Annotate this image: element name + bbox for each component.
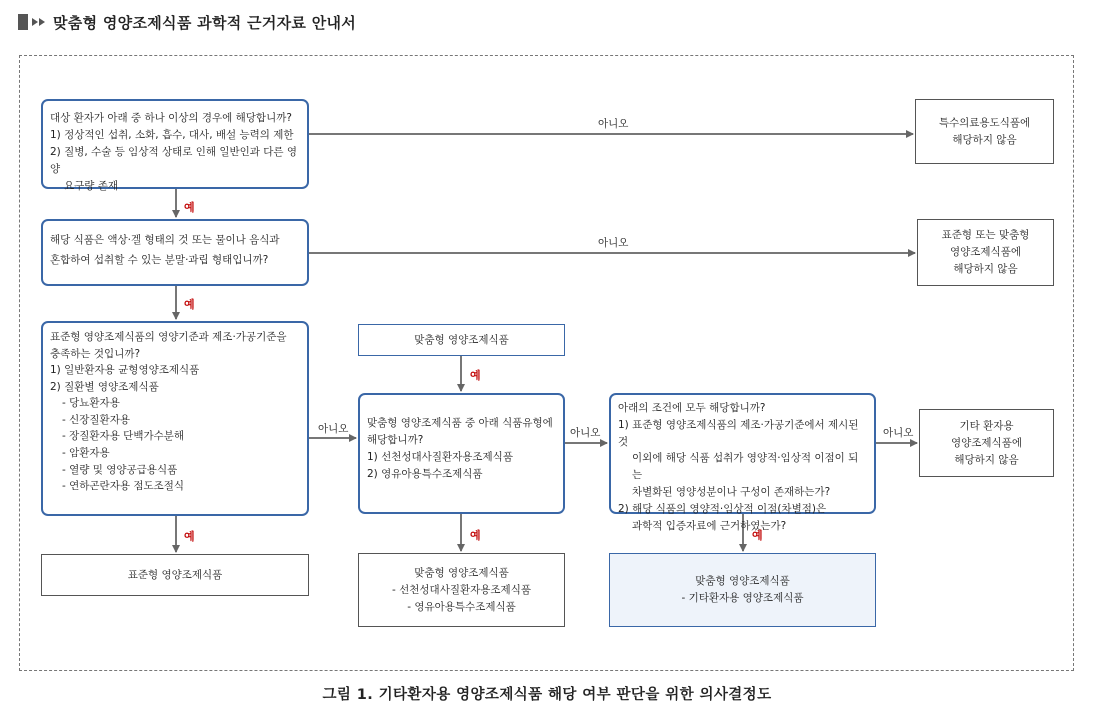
no-label: 아니오	[570, 427, 601, 439]
yes-label: 예	[470, 369, 481, 382]
question-3-item: 2) 질환별 영양조제식품	[50, 380, 159, 393]
header-title: 맞춤형 영양조제식품 과학적 근거자료 안내서	[53, 13, 357, 32]
end-box-line: 특수의료용도식품에	[938, 116, 1031, 129]
end-box-line: 기타 환자용	[959, 419, 1014, 432]
question-3-item: 1) 일반환자용 균형영양조제식품	[50, 364, 200, 377]
question-2-line: 혼합하여 섭취할 수 있는 분말·과립 형태입니까?	[50, 254, 269, 266]
result-custom-types	[358, 553, 565, 627]
question-4-line: 맞춤형 영양조제식품 중 아래 식품유형에	[367, 417, 553, 429]
end-box-not-other-patient	[919, 409, 1054, 477]
end-box-line: 영양조제식품에	[950, 436, 1022, 449]
end-box-not-special-medical	[915, 99, 1054, 164]
yes-label: 예	[752, 529, 763, 542]
question-4-line: 해당합니까?	[367, 434, 424, 446]
question-3-subitem: - 열량 및 영양공급용식품	[62, 463, 178, 476]
question-5-item: 차별화된 영양성분이나 구성이 존재하는가?	[632, 485, 831, 498]
yes-label: 예	[184, 201, 195, 214]
yes-label: 예	[470, 529, 481, 542]
result-line: - 기타환자용 영양조제식품	[681, 592, 804, 604]
result-standard-label: 표준형 영양조제식품	[127, 568, 223, 581]
question-5-item: 이외에 해당 식품 섭취가 영양적·임상적 이점이 되는	[632, 452, 859, 482]
question-4-box	[358, 393, 565, 514]
question-5-box	[609, 393, 876, 532]
question-1-item: 2) 질병, 수술 등 임상적 상태로 인해 일반인과 다른 영양	[50, 146, 298, 175]
result-line: - 영유아용특수조제식품	[407, 600, 516, 613]
question-3-line: 충족하는 것입니까?	[50, 347, 141, 360]
yes-label: 예	[184, 530, 195, 543]
end-box-line: 해당하지 않음	[952, 133, 1017, 146]
no-label: 아니오	[883, 427, 914, 439]
question-3-subitem: - 당뇨환자용	[62, 397, 120, 410]
question-1-item: 요구량 존재	[64, 180, 119, 192]
question-5-item: 2) 해당 식품의 영양적·임상적 이점(차별점)은	[618, 502, 827, 515]
yes-label: 예	[184, 298, 195, 311]
question-3-subitem: - 암환자용	[62, 447, 110, 460]
result-line: 맞춤형 영양조제식품	[695, 575, 790, 587]
question-4-item: 1) 선천성대사질환자용조제식품	[367, 451, 513, 463]
custom-food-box	[358, 324, 565, 356]
question-3-line: 표준형 영양조제식품의 영양기준과 제조·가공기준을	[50, 331, 287, 343]
question-3-subitem: - 장질환자용 단백가수분해	[62, 430, 185, 443]
question-5-item: 과학적 입증자료에 근거하였는가?	[632, 519, 787, 532]
result-line: 맞춤형 영양조제식품	[414, 566, 509, 579]
custom-food-label: 맞춤형 영양조제식품	[414, 333, 509, 346]
figure-caption: 그림 1. 기타환자용 영양조제식품 해당 여부 판단을 위한 의사결정도	[322, 687, 772, 703]
no-label: 아니오	[598, 237, 629, 249]
question-4-item: 2) 영유아용특수조제식품	[367, 468, 483, 480]
result-standard	[41, 554, 309, 596]
question-3-subitem: - 신장질환자용	[62, 413, 130, 426]
question-3-box	[41, 321, 309, 516]
end-box-line: 해당하지 않음	[954, 453, 1019, 466]
result-other-patient	[609, 553, 876, 627]
question-5-title: 아래의 조건에 모두 해당합니까?	[618, 402, 766, 414]
end-box-not-nutrition-formula	[917, 219, 1054, 286]
question-1-title: 대상 환자가 아래 중 하나 이상의 경우에 해당합니까?	[50, 112, 292, 124]
question-1-item: 1) 정상적인 섭취, 소화, 흡수, 대사, 배설 능력의 제한	[50, 129, 294, 141]
no-label: 아니오	[598, 118, 629, 130]
result-line: - 선천성대사질환자용조제식품	[392, 583, 531, 596]
end-box-line: 영양조제식품에	[949, 246, 1021, 258]
question-1-box	[41, 99, 309, 192]
question-5-item: 1) 표준형 영양조제식품의 제조·가공기준에서 제시된 것	[618, 418, 859, 448]
question-2-box	[41, 219, 309, 286]
end-box-line: 표준형 또는 맞춤형	[941, 229, 1030, 241]
question-3-subitem: - 연하곤란자용 점도조절식	[62, 480, 185, 493]
end-box-line: 해당하지 않음	[953, 263, 1018, 275]
question-2-line: 해당 식품은 액상·겔 형태의 것 또는 물이나 음식과	[50, 234, 280, 246]
no-label: 아니오	[318, 423, 349, 435]
